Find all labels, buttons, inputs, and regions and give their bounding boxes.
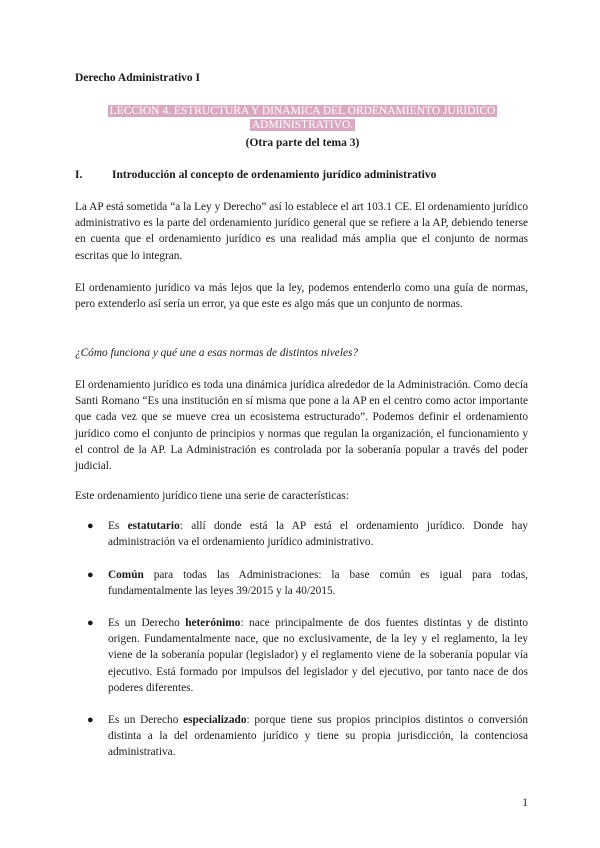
bullet-icon: ● — [87, 617, 94, 629]
list-item-text: Es estatutario: allí donde está la AP está el ordenamiento jurídico. Donde hay administración va el ordenamiento jurídico administrativo. — [108, 520, 528, 549]
bullet-icon: ● — [87, 569, 94, 581]
list-item — [75, 615, 528, 696]
paragraph: La AP está sometida “a la Ley y Derecho” así lo establece el art 103.1 CE. El ordenamiento jurídico administrativo es la parte del ordenamiento jurídico general que se refiere a la AP, debiendo tenerse en cuenta que el ordenamiento jurídico es una realidad más amplia que el conjunto de normas escritas que lo integran. — [75, 201, 528, 262]
lesson-subtitle: (Otra parte del tema 3) — [245, 137, 360, 149]
list-item — [75, 567, 528, 599]
list-item-text: Común para todas las Administraciones: la base común es igual para todas, fundamentalmente las leyes 39/2015 y la 40/2015. — [108, 569, 528, 598]
paragraph: El ordenamiento jurídico va más lejos que la ley, podemos entenderlo como una guía de normas, pero extenderlo así sería un error, ya que este es algo más que un conjunto de normas. — [75, 282, 528, 311]
subject-title: Derecho Administrativo I — [75, 72, 201, 84]
page-number: 1 — [522, 797, 528, 809]
bullet-icon: ● — [87, 520, 94, 532]
list-item-term: Común — [108, 569, 144, 581]
list-item-term: especializado — [183, 714, 247, 726]
question-heading: ¿Cómo funciona y qué une a esas normas de distintos niveles? — [75, 347, 359, 359]
section-heading — [75, 169, 436, 181]
paragraph: Este ordenamiento jurídico tiene una serie de características: — [75, 490, 349, 502]
list-item-text: Es un Derecho heterónimo: nace principalmente de dos fuentes distintas y de distinto origen. Fundamentalmente nace, que no exclusivamente, de la ley y el reglamento, la ley viene de la soberanía popular (legislador) y el reglamento viene de la soberanía popular vía ejecutivo. Está formado por impulsos del legislador y del ejecutivo, por tanto nace de dos poderes diferentes. — [108, 617, 528, 694]
list-item-term: estatutario — [127, 520, 180, 532]
section-title: Introducción al concepto de ordenamiento jurídico administrativo — [112, 169, 437, 181]
lesson-title-highlight: LECCIÓN 4. ESTRUCTURA Y DINÁMICA DEL ORDENAMIENTO JURÍDICO ADMINISTRATIVO. — [109, 105, 496, 131]
list-item — [75, 712, 528, 761]
list-item — [75, 518, 528, 550]
list-item-text: Es un Derecho especializado: porque tiene sus propios principios distintos o conversión distinta a la del ordenamiento jurídico y tiene su propia jurisdicción, la contenciosa administrativa. — [108, 714, 528, 759]
bullet-icon: ● — [87, 714, 94, 726]
lesson-title — [75, 104, 530, 132]
paragraph: El ordenamiento jurídico es toda una dinámica jurídica alrededor de la Administración. Como decía Santi Romano “Es una institución en sí misma que pone a la AP en el centro como actor importante que cada vez que se mueve crea un ecosistema estructurado”. Podemos definir el ordenamiento jurídico como el conjunto de principios y normas que regulan la organización, el funcionamiento y el control de la AP. La Administración es controlada por la soberanía popular a través del poder judicial. — [75, 379, 528, 473]
section-number: I. — [75, 169, 83, 181]
list-item-term: heterónimo — [185, 617, 241, 629]
